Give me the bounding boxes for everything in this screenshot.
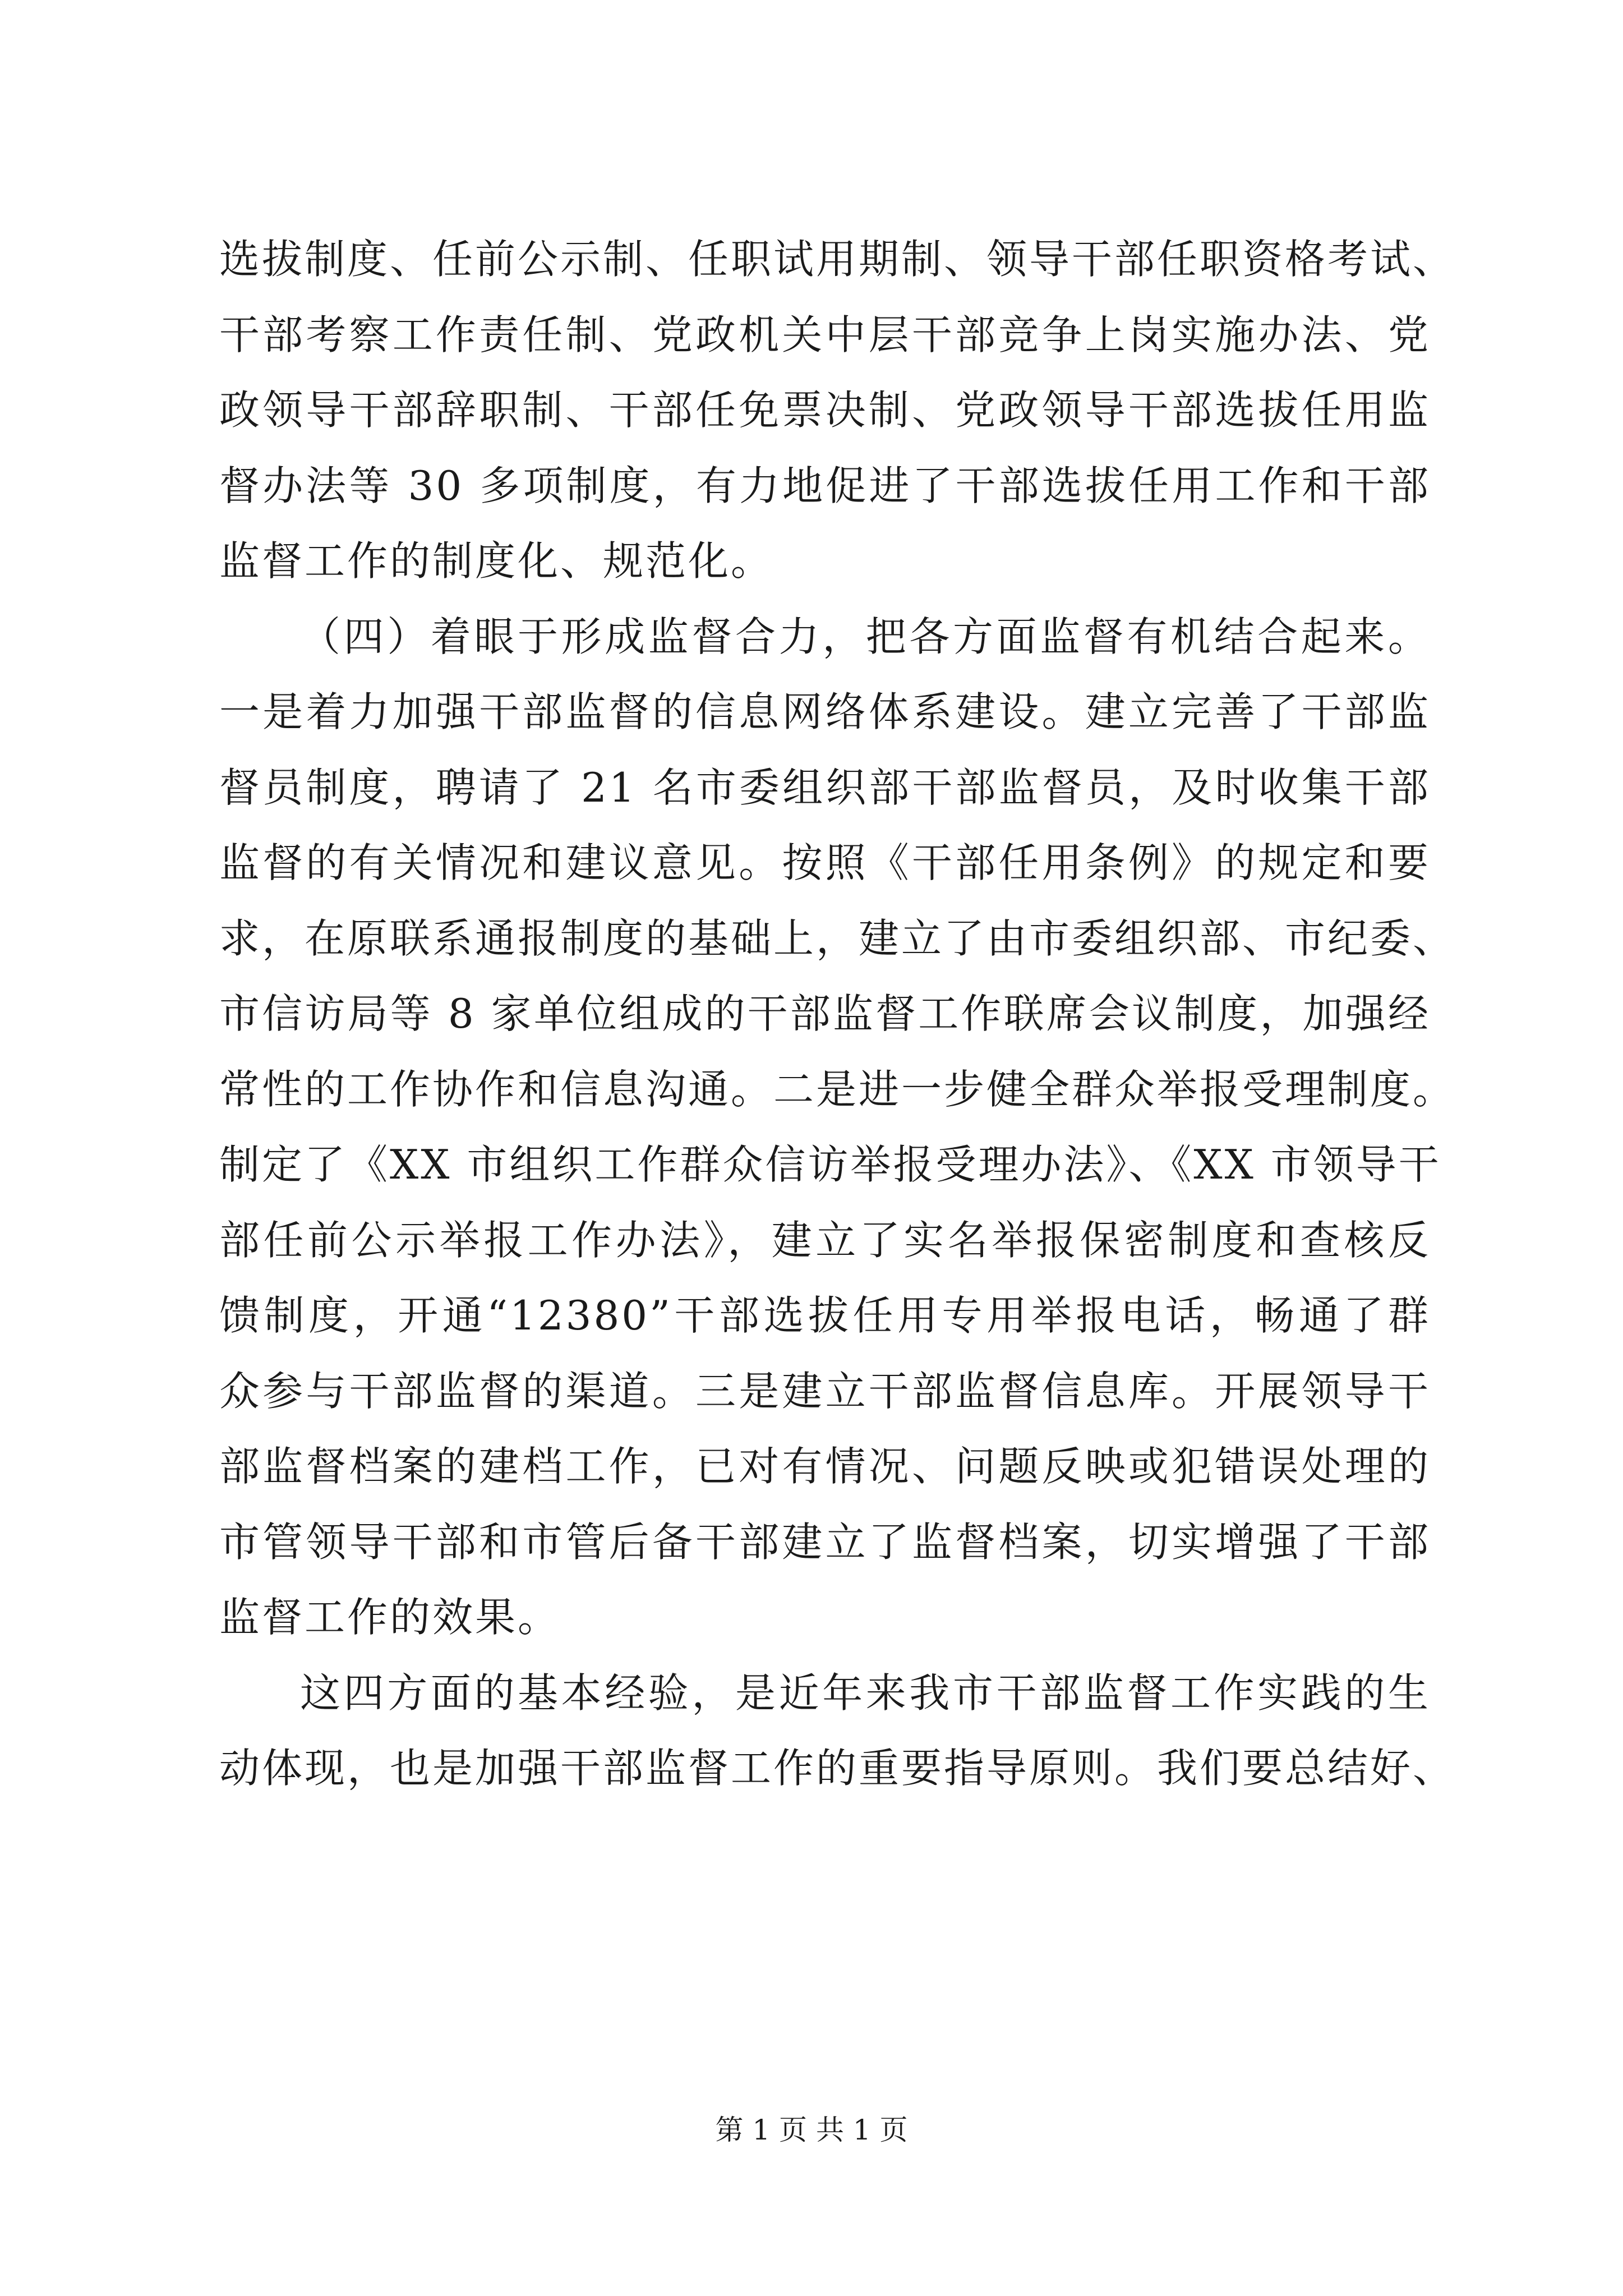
text-line: 动体现，也是加强干部监督工作的重要指导原则。我们要总结好、 [219,1745,1456,1792]
text-line: 常性的工作协作和信息沟通。二是进一步健全群众举报受理制度。 [219,1065,1456,1113]
text-line: 馈制度，开通“12380”干部选拔任用专用举报电话，畅通了群 [219,1292,1431,1339]
text-line: 众参与干部监督的渠道。三是建立干部监督信息库。开展领导干 [219,1367,1431,1415]
text-line: 政领导干部辞职制、干部任免票决制、党政领导干部选拔任用监 [219,386,1431,434]
text-line: 市信访局等 8 家单位组成的干部监督工作联席会议制度，加强经 [219,990,1431,1037]
text-line: 部任前公示举报工作办法》，建立了实名举报保密制度和查核反 [219,1216,1431,1264]
text-line: 干部考察工作责任制、党政机关中层干部竞争上岗实施办法、党 [219,311,1431,358]
text-line: 监督工作的制度化、规范化。 [219,537,774,585]
text-line: 监督工作的效果。 [219,1594,561,1641]
paragraph-start-line: 这四方面的基本经验，是近年来我市干部监督工作实践的生 [300,1669,1431,1717]
text-line: 制定了《XX 市组织工作群众信访举报受理办法》、《XX 市领导干 [219,1141,1441,1188]
text-line: 部监督档案的建档工作，已对有情况、问题反映或犯错误处理的 [219,1443,1431,1490]
text-line: 市管领导干部和市管后备干部建立了监督档案，切实增强了干部 [219,1518,1431,1566]
text-line: 督办法等 30 多项制度，有力地促进了干部选拔任用工作和干部 [219,462,1431,509]
text-line: 监督的有关情况和建议意见。按照《干部任用条例》的规定和要 [219,839,1431,886]
text-line: 求，在原联系通报制度的基础上，建立了由市委组织部、市纪委、 [219,914,1456,962]
page-footer [0,2110,1623,2150]
body-text [219,222,1456,1806]
text-line: 督员制度，聘请了 21 名市委组织部干部监督员，及时收集干部 [219,763,1431,811]
text-line: 一是着力加强干部监督的信息网络体系建设。建立完善了干部监 [219,688,1431,735]
text-line: 选拔制度、任前公示制、任职试用期制、领导干部任职资格考试、 [219,236,1456,283]
section-heading-line: （四）着眼于形成监督合力，把各方面监督有机结合起来。 [300,613,1431,660]
page-number-label: 第 1 页 共 1 页 [715,2114,908,2146]
